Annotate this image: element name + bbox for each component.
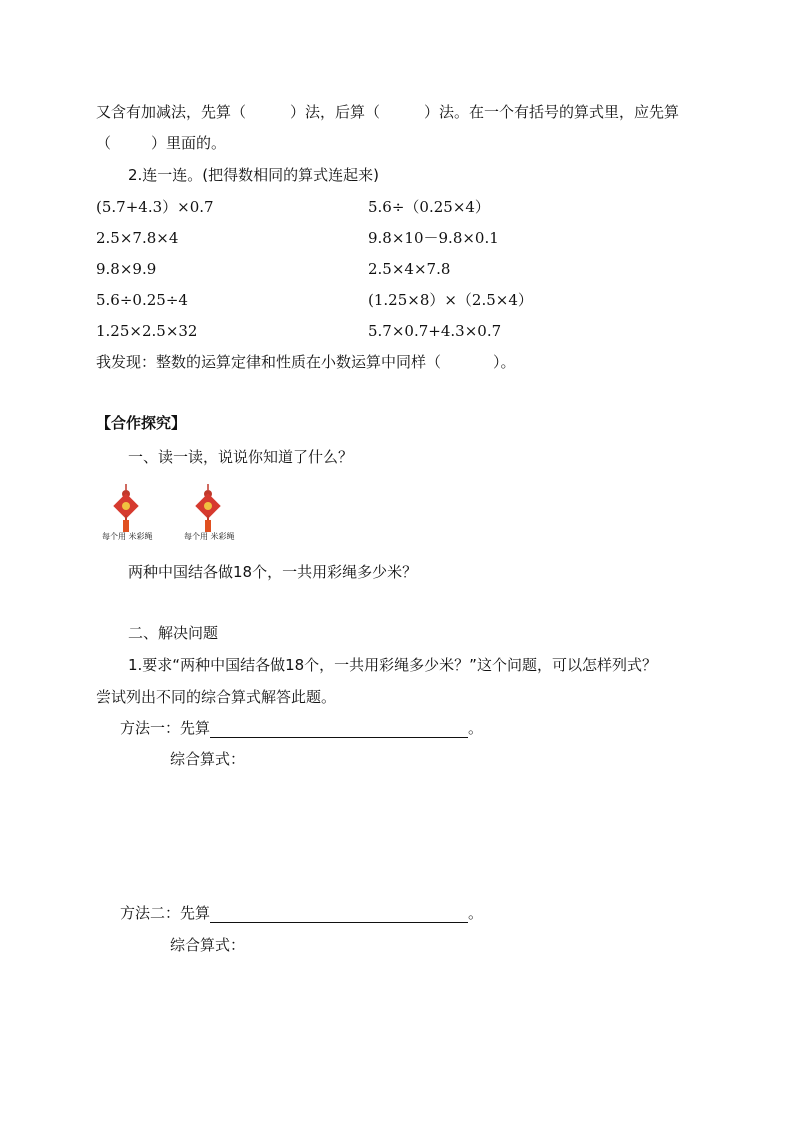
method-2-blank[interactable] <box>210 906 468 923</box>
problem-1-line-1: 1.要求“两种中国结各做18个，一共用彩绳多少米？”这个问题，可以怎样列式？ <box>128 656 657 674</box>
discovery-line: 我发现：整数的运算定律和性质在小数运算中同样（ ）。 <box>96 353 516 371</box>
formula-1-label: 综合算式： <box>170 750 246 768</box>
question-1-title: 一、读一读，说说你知道了什么？ <box>128 448 354 466</box>
method-1-blank[interactable] <box>210 721 468 738</box>
left-expression: 1.25×2.5×32 <box>96 322 198 340</box>
knot-question: 两种中国结各做18个，一共用彩绳多少米？ <box>128 563 418 581</box>
method-2-line: 方法二：先算 。 <box>120 904 484 922</box>
section-title: 【合作探究】 <box>96 414 187 432</box>
question-2-title: 二、解决问题 <box>128 624 219 642</box>
method-1-line: 方法一：先算 。 <box>120 719 484 737</box>
intro-line-1: 又含有加减法，先算（ ）法，后算（ ）法。在一个有括号的算式里，应先算 <box>96 103 680 121</box>
left-expression: 2.5×7.8×4 <box>96 229 179 247</box>
task2-title: 2.连一连。(把得数相同的算式连起来) <box>128 166 380 184</box>
left-expression: 5.6÷0.25÷4 <box>96 291 188 309</box>
right-expression: (1.25×8）×（2.5×4） <box>368 291 533 309</box>
formula-2-label: 综合算式： <box>170 936 246 954</box>
left-expression: 9.8×9.9 <box>96 260 157 278</box>
right-expression: 2.5×4×7.8 <box>368 260 451 278</box>
problem-1-line-2: 尝试列出不同的综合算式解答此题。 <box>96 688 337 706</box>
right-expression: 5.6÷（0.25×4） <box>368 198 490 216</box>
right-expression: 9.8×10－9.8×0.1 <box>368 229 499 247</box>
knot-2-caption: 每个用 米彩绳 <box>184 532 235 541</box>
left-expression: (5.7+4.3）×0.7 <box>96 198 214 216</box>
knot-1-caption: 每个用 米彩绳 <box>102 532 153 541</box>
right-expression: 5.7×0.7+4.3×0.7 <box>368 322 502 340</box>
intro-line-2: （ ）里面的。 <box>96 134 227 152</box>
